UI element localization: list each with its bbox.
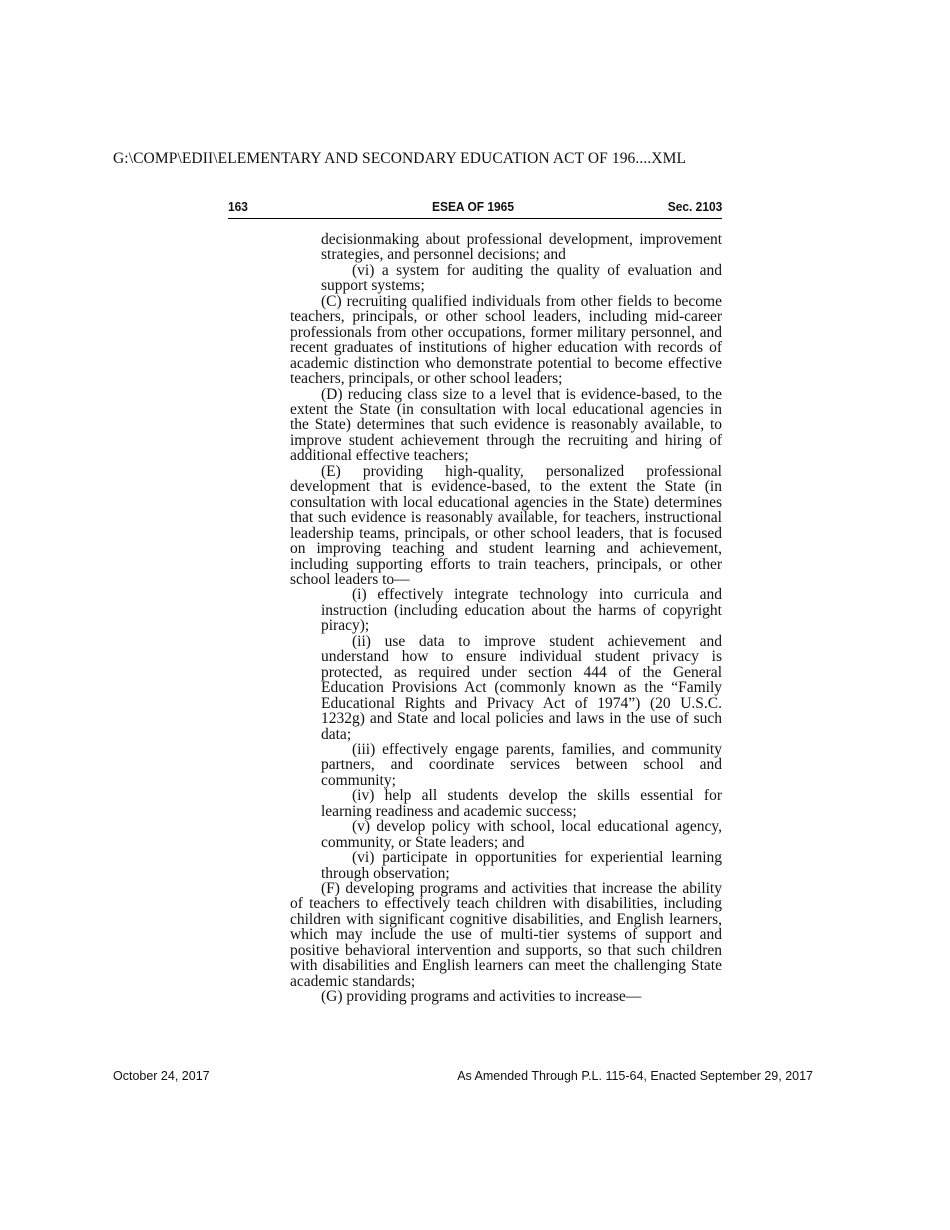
clause-iv: (iv) help all students develop the skills essential for learning readiness and academic success;	[321, 787, 722, 820]
clause-i: (i) effectively integrate technology into curricula and instruction (including education about the harms of copyright piracy);	[321, 586, 722, 635]
paragraph-f: (F) developing programs and activities that increase the ability of teachers to effectively teach children with disabilities, including children with significant cognitive disabilities, and English learners, which may include the use of multi-tier systems of support and positive behavioral intervention and supports, so that such children with disabilities and English learners can meet the challenging State academic standards;	[290, 880, 722, 990]
section-number: Sec. 2103	[667, 199, 722, 214]
file-path: G:\COMP\EDII\ELEMENTARY AND SECONDARY EDUCATION ACT OF 196....XML	[113, 150, 687, 167]
clause-v: (v) develop policy with school, local educational agency, community, or State leaders; and	[321, 818, 722, 851]
paragraph-e: (E) providing high-quality, personalized professional development that is evidence-based, to the extent the State (in consultation with local educational agencies in the State) determines that such evidence is reasonably available, for teachers, instructional leadership teams, principals, or other school leaders, that is focused on improving teaching and student learning and achievement, including supporting efforts to train teachers, principals, or other school leaders to—	[290, 462, 722, 588]
clause-ii: (ii) use data to improve student achievement and understand how to ensure individual student privacy is protected, as required under section 444 of the General Education Provisions Act (commonly known as the “Family Educational Rights and Privacy Act of 1974”) (20 U.S.C. 1232g) and State and local policies and laws in the use of such data;	[321, 632, 722, 743]
footer-date: October 24, 2017	[113, 1069, 210, 1083]
page-number: 163	[228, 199, 248, 214]
paragraph-c: (C) recruiting qualified individuals from other fields to become teachers, principals, or other school leaders, including mid-career professionals from other occupations, former military personnel, and recent graduates of institutions of higher education with records of academic distinction who demonstrate potential to become effective teachers, principals, or other school leaders;	[290, 292, 722, 388]
clause-vi: (vi) participate in opportunities for experiential learning through observation;	[321, 849, 722, 882]
paragraph-d: (D) reducing class size to a level that is evidence-based, to the extent the State (in consultation with local educational agencies in the State) determines that such evidence is reasonably available, to improve student achievement through the recruiting and hiring of additional effective teachers;	[290, 385, 722, 465]
statute-text	[290, 232, 722, 1005]
act-title: ESEA OF 1965	[432, 199, 514, 214]
clause-iii: (iii) effectively engage parents, families, and community partners, and coordinate services between school and community;	[321, 740, 722, 789]
paragraph-g: (G) providing programs and activities to increase—	[321, 988, 642, 1006]
running-header	[228, 198, 722, 219]
footer-amended-note: As Amended Through P.L. 115-64, Enacted September 29, 2017	[457, 1069, 813, 1083]
paragraph-continuation: decisionmaking about professional development, improvement strategies, and personnel decisions; and	[321, 231, 722, 264]
clause-vi-auditing: (vi) a system for auditing the quality of evaluation and support systems;	[321, 261, 722, 295]
